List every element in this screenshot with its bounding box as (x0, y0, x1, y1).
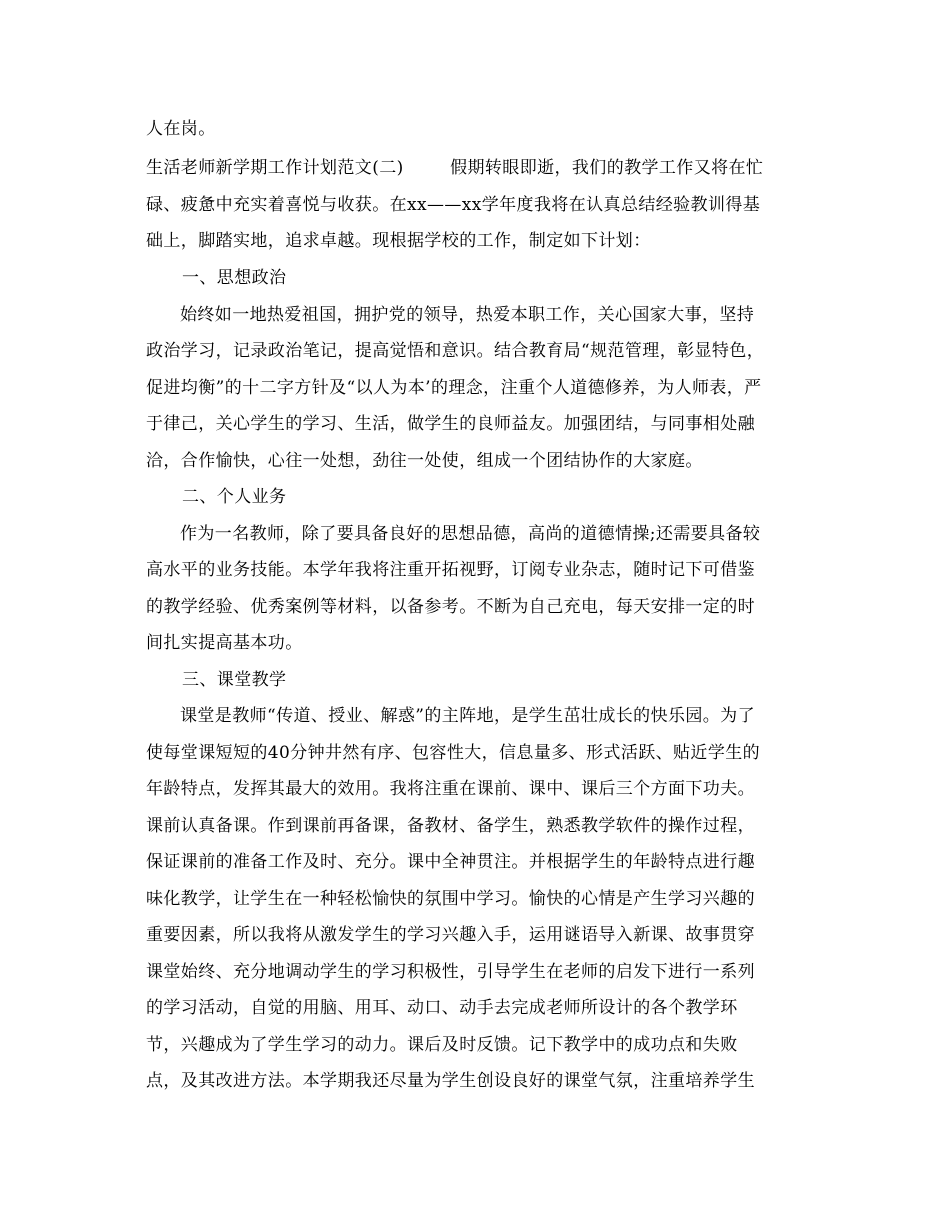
text-line: 味化教学，让学生在一种轻松愉快的氛围中学习。愉快的心情是产生学习兴趣的 (146, 889, 755, 909)
text-line: 洽，合作愉快，心往一处想，劲往一处使，组成一个团结协作的大家庭。 (146, 451, 703, 471)
text-line: 节，兴趣成为了学生学习的动力。课后及时反馈。记下教学中的成功点和失败 (146, 1035, 738, 1055)
section-heading: 一、思想政治 (182, 268, 287, 288)
text-line: 课堂是教师“传道、授业、解惑”的主阵地，是学生茁壮成长的快乐园。为了 (180, 706, 755, 726)
text-line: 课前认真备课。作到课前再备课，备教材、备学生，熟悉教学软件的操作过程， (146, 816, 755, 836)
text-line: 重要因素，所以我将从激发学生的学习兴趣入手，运用谜语导入新课、故事贯穿 (146, 925, 755, 945)
text-line: 础上，脚踏实地，追求卓越。现根据学校的工作，制定如下计划： (146, 231, 651, 251)
text-line: 年龄特点，发挥其最大的效用。我将注重在课前、课中、课后三个方面下功夫。 (146, 779, 755, 799)
text-line: 间扎实提高基本功。 (146, 633, 303, 653)
text-line: 课堂始终、充分地调动学生的学习积极性，引导学生在老师的启发下进行一系列 (146, 962, 755, 982)
text-line: 政治学习，记录政治笔记，提高觉悟和意识。结合教育局“规范管理，彰显特色， (146, 341, 765, 361)
text-line: 的教学经验、优秀案例等材料，以备参考。不断为自己充电，每天安排一定的时 (146, 597, 755, 617)
text-line: 碌、疲惫中充实着喜悦与收获。在xx——xx学年度我将在认真总结经验教训得基 (146, 195, 761, 215)
text-line: 生活老师新学期工作计划范文(二) 假期转眼即逝，我们的教学工作又将在忙 (146, 158, 764, 178)
section-heading: 三、课堂教学 (182, 670, 287, 690)
text-line: 促进均衡”的十二字方针及“以人为本’的理念，注重个人道德修养，为人师表，严 (146, 378, 762, 398)
section-heading: 二、个人业务 (182, 487, 287, 507)
text-line: 人在岗。 (146, 119, 216, 139)
text-line: 于律己，关心学生的学习、生活，做学生的良师益友。加强团结，与同事相处融 (146, 414, 755, 434)
text-line: 保证课前的准备工作及时、充分。课中全神贯注。并根据学生的年龄特点进行趣 (146, 852, 755, 872)
text-line: 始终如一地热爱祖国，拥护党的领导，热爱本职工作，关心国家大事，坚持 (180, 305, 755, 325)
text-line: 点，及其改进方法。本学期我还尽量为学生创设良好的课堂气氛，注重培养学生 (146, 1071, 755, 1091)
text-line: 高水平的业务技能。本学年我将注重开拓视野，订阅专业杂志，随时记下可借鉴 (146, 560, 755, 580)
text-line: 作为一名教师，除了要具备良好的思想品德，高尚的道德情操;还需要具备较 (180, 524, 761, 544)
text-line: 使每堂课短短的40分钟井然有序、包容性大，信息量多、形式活跃、贴近学生的 (146, 743, 761, 763)
text-line: 的学习活动，自觉的用脑、用耳、动口、动手去完成老师所设计的各个教学环 (146, 998, 738, 1018)
